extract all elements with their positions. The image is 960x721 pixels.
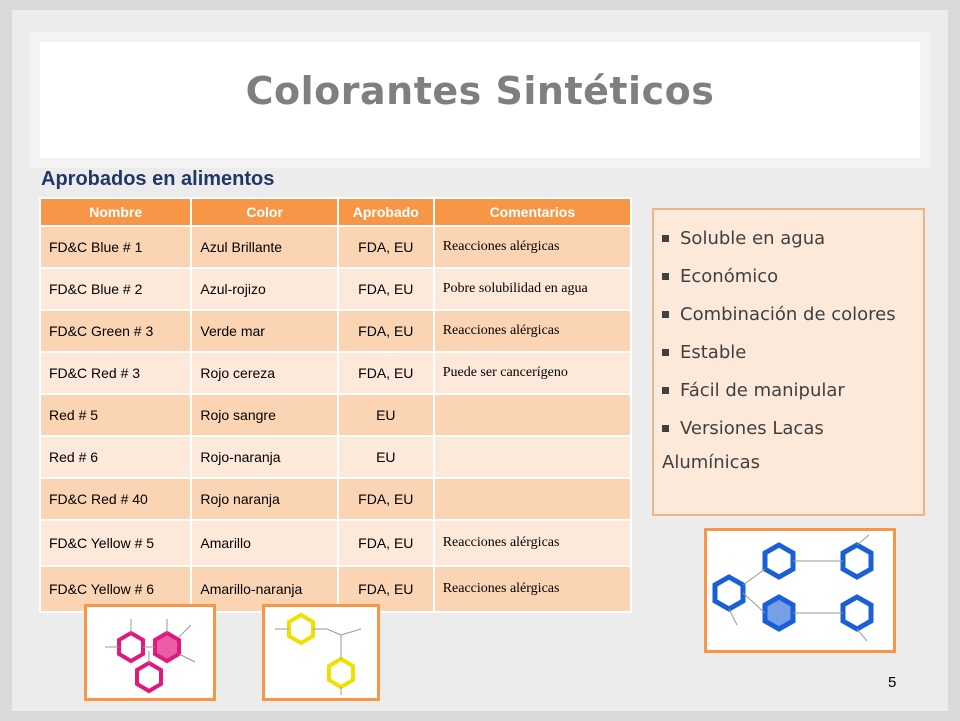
properties-list	[654, 210, 923, 448]
square-bullet-icon	[662, 387, 669, 394]
properties-tail: Alumínicas	[662, 452, 760, 473]
list-item: Versiones Lacas	[662, 410, 923, 448]
cell-comentarios: Reacciones alérgicas	[434, 520, 631, 566]
column-header-nombre: Nombre	[40, 198, 191, 226]
cell-aprobado: FDA, EU	[338, 352, 434, 394]
cell-color: Amarillo-naranja	[191, 566, 338, 612]
cell-color: Rojo-naranja	[191, 436, 338, 478]
table-row	[40, 478, 631, 520]
cell-nombre: FD&C Blue # 1	[40, 226, 191, 268]
cell-comentarios: Reacciones alérgicas	[434, 310, 631, 352]
cell-nombre: FD&C Red # 40	[40, 478, 191, 520]
magenta-molecule-structure	[84, 604, 216, 701]
table-row	[40, 520, 631, 566]
section-subtitle: Aprobados en alimentos	[41, 168, 275, 190]
properties-box	[652, 208, 925, 516]
cell-nombre: FD&C Blue # 2	[40, 268, 191, 310]
cell-color: Rojo sangre	[191, 394, 338, 436]
cell-nombre: FD&C Yellow # 5	[40, 520, 191, 566]
list-item: Económico	[662, 258, 923, 296]
list-item: Estable	[662, 334, 923, 372]
cell-color: Rojo cereza	[191, 352, 338, 394]
square-bullet-icon	[662, 311, 669, 318]
cell-aprobado: FDA, EU	[338, 310, 434, 352]
column-header-color: Color	[191, 198, 338, 226]
list-item: Combinación de colores	[662, 296, 923, 334]
square-bullet-icon	[662, 425, 669, 432]
cell-comentarios	[434, 436, 631, 478]
cell-aprobado: EU	[338, 394, 434, 436]
table-row	[40, 394, 631, 436]
cell-aprobado: FDA, EU	[338, 520, 434, 566]
cell-color: Verde mar	[191, 310, 338, 352]
cell-comentarios	[434, 478, 631, 520]
blue-molecule-icon	[707, 531, 893, 650]
square-bullet-icon	[662, 235, 669, 242]
cell-color: Rojo naranja	[191, 478, 338, 520]
title-box	[30, 32, 930, 168]
table-header-row	[40, 198, 631, 226]
cell-aprobado: FDA, EU	[338, 226, 434, 268]
square-bullet-icon	[662, 273, 669, 280]
list-item: Soluble en agua	[662, 220, 923, 258]
cell-comentarios: Pobre solubilidad en agua	[434, 268, 631, 310]
table-row	[40, 226, 631, 268]
cell-aprobado: EU	[338, 436, 434, 478]
table-row	[40, 268, 631, 310]
slide-title: Colorantes Sintéticos	[245, 69, 715, 113]
page-number: 5	[888, 674, 897, 691]
cell-nombre: Red # 5	[40, 394, 191, 436]
table-row	[40, 310, 631, 352]
cell-comentarios: Reacciones alérgicas	[434, 226, 631, 268]
table-row	[40, 352, 631, 394]
blue-molecule-structure	[704, 528, 896, 653]
cell-color: Amarillo	[191, 520, 338, 566]
table-row	[40, 436, 631, 478]
list-item: Fácil de manipular	[662, 372, 923, 410]
cell-comentarios: Reacciones alérgicas	[434, 566, 631, 612]
column-header-aprobado: Aprobado	[338, 198, 434, 226]
cell-aprobado: FDA, EU	[338, 478, 434, 520]
square-bullet-icon	[662, 349, 669, 356]
yellow-molecule-icon	[265, 607, 377, 698]
cell-nombre: FD&C Yellow # 6	[40, 566, 191, 612]
cell-nombre: FD&C Green # 3	[40, 310, 191, 352]
cell-aprobado: FDA, EU	[338, 268, 434, 310]
yellow-molecule-structure	[262, 604, 380, 701]
colorants-table	[39, 197, 632, 613]
magenta-molecule-icon	[87, 607, 213, 698]
cell-comentarios	[434, 394, 631, 436]
cell-color: Azul Brillante	[191, 226, 338, 268]
column-header-comentarios: Comentarios	[434, 198, 631, 226]
cell-nombre: Red # 6	[40, 436, 191, 478]
cell-comentarios: Puede ser cancerígeno	[434, 352, 631, 394]
cell-color: Azul-rojizo	[191, 268, 338, 310]
cell-nombre: FD&C Red # 3	[40, 352, 191, 394]
cell-aprobado: FDA, EU	[338, 566, 434, 612]
